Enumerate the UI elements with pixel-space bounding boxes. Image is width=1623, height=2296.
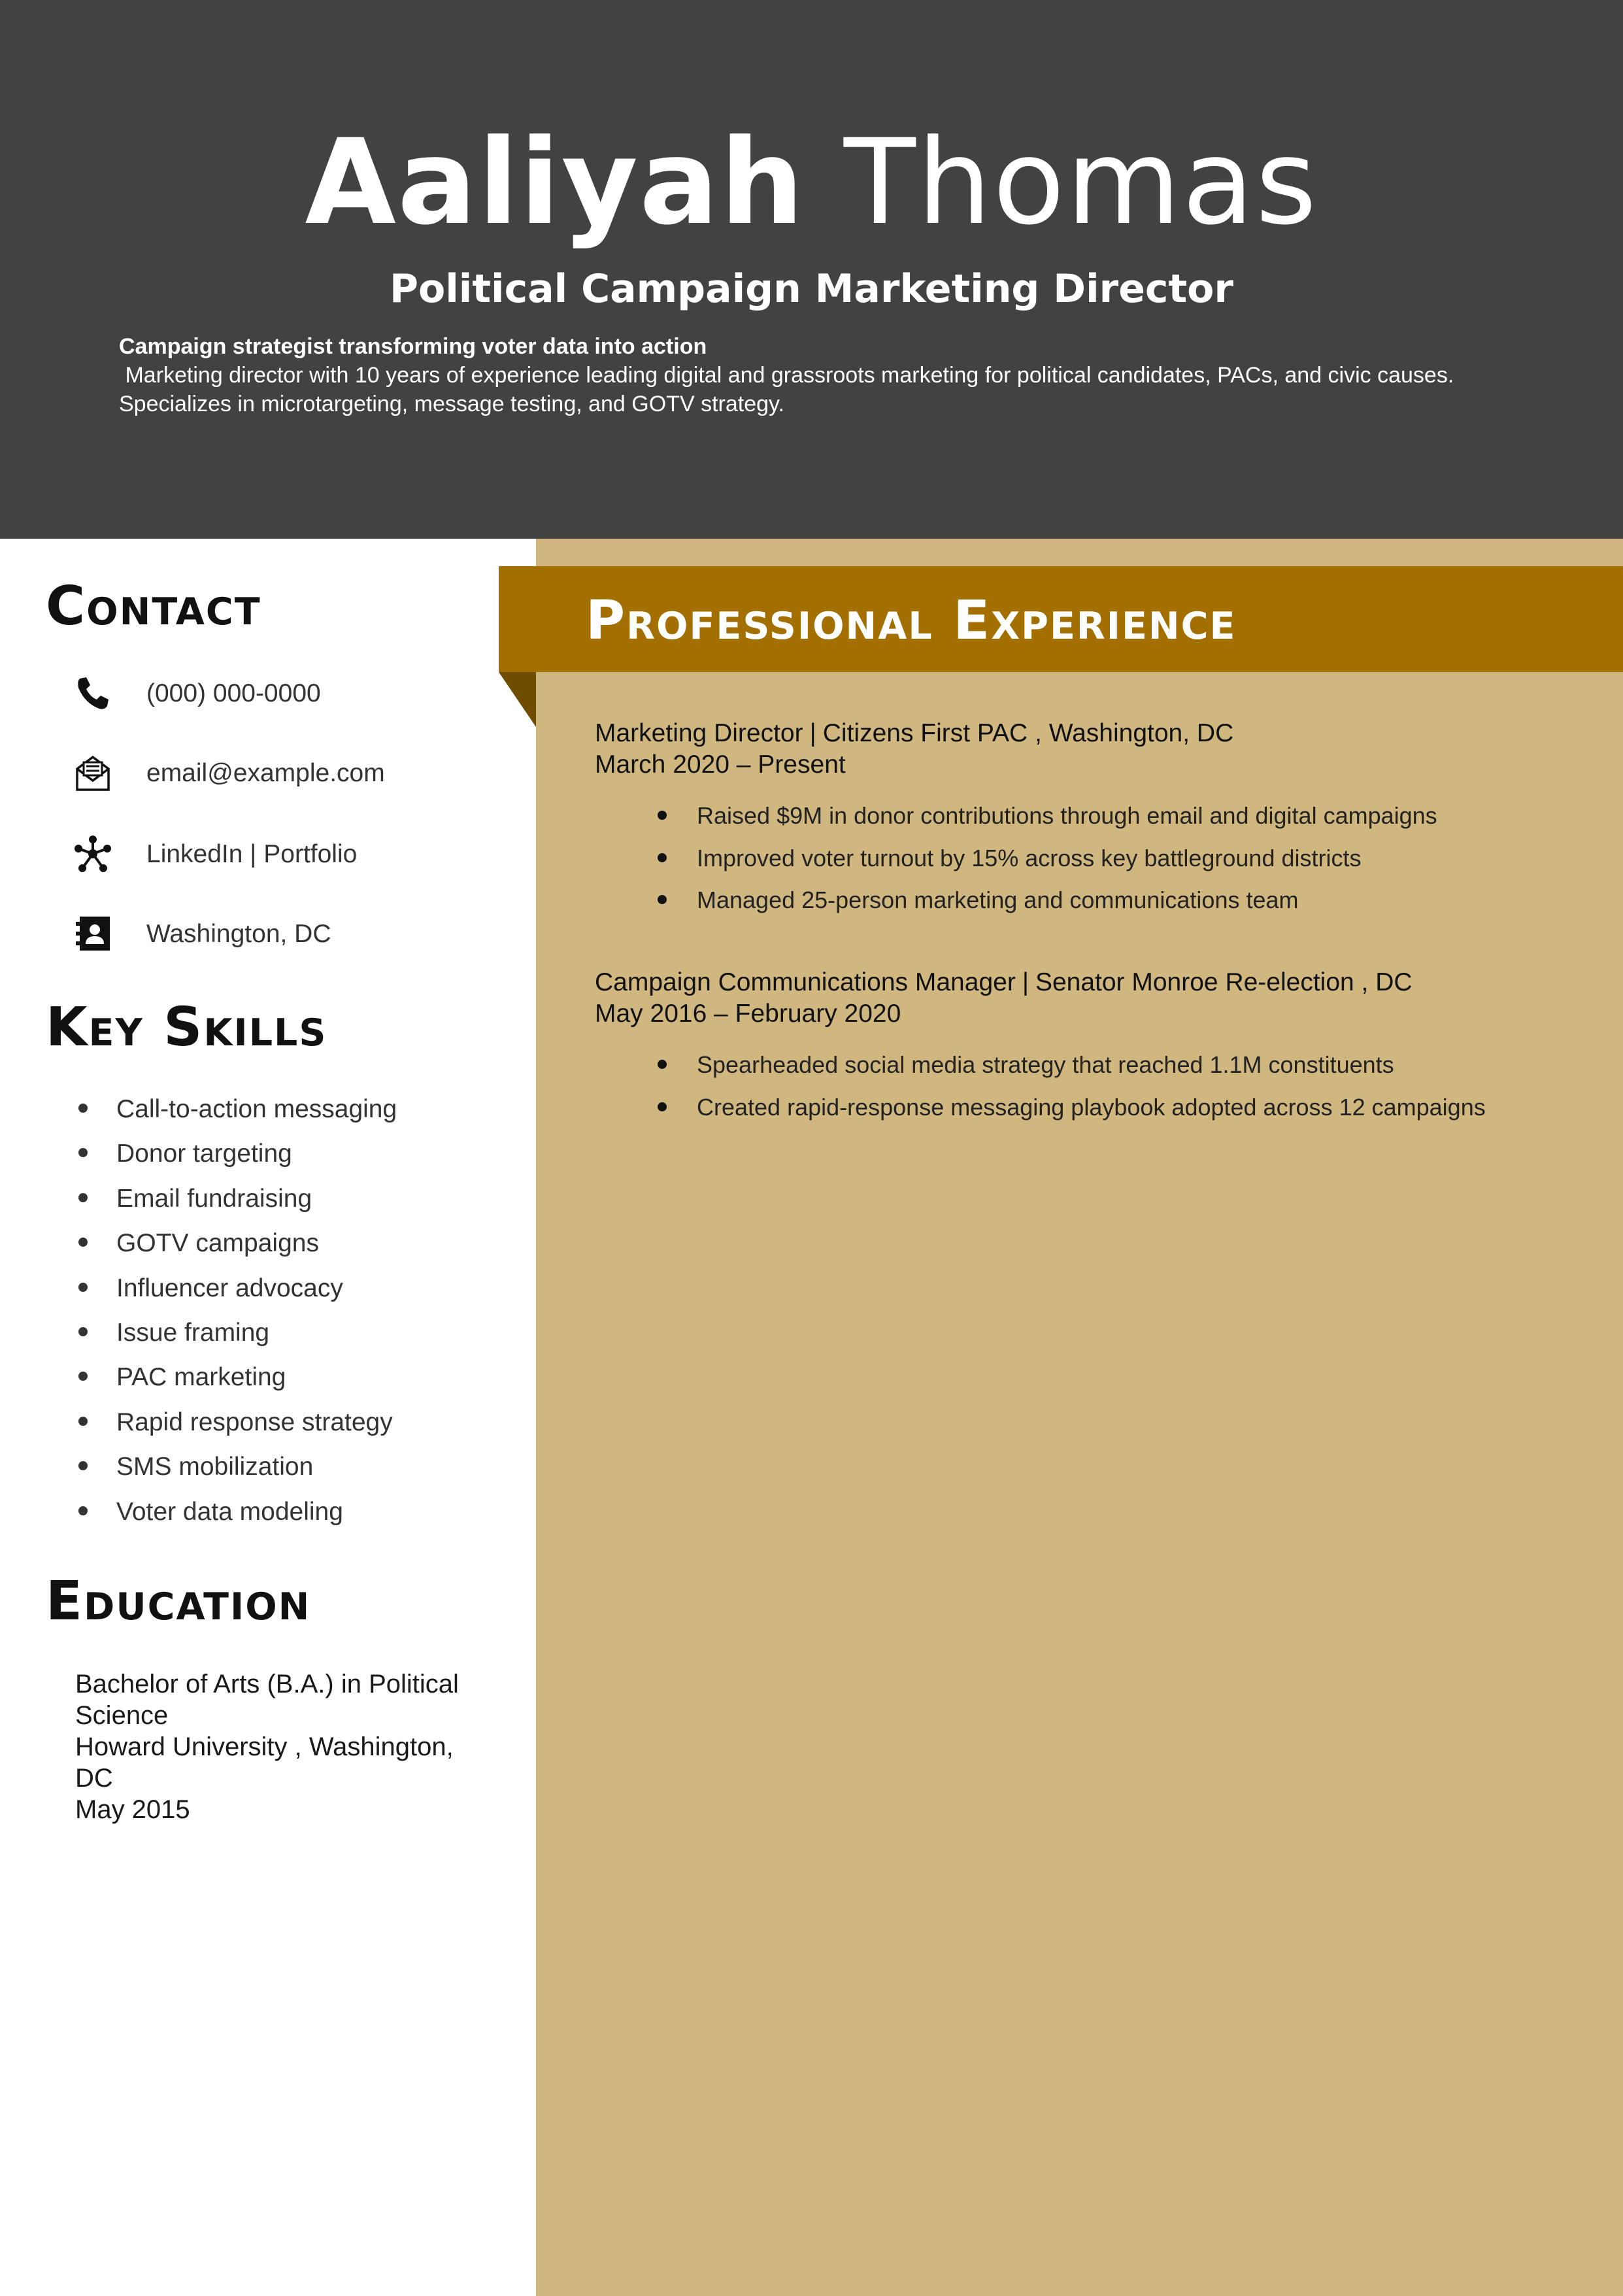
job-title: Marketing Director [595, 719, 803, 747]
bullet [78, 1372, 88, 1381]
bullet-text: Raised $9M in donor contributions through email and digital campaigns [697, 802, 1437, 829]
bullet [658, 1102, 667, 1111]
bullet-text: Spearheaded social media strategy that reached 1.1M constituents [697, 1051, 1394, 1078]
contact-phone [65, 667, 484, 719]
resume-header [0, 0, 1623, 539]
bullet [658, 1060, 667, 1069]
bullet [78, 1461, 88, 1470]
bullet-text: Created rapid-response messaging playbook adopted across 12 campaigns [697, 1093, 1486, 1121]
school-line-1: Howard University , Washington, [75, 1732, 454, 1761]
skill-label: Call-to-action messaging [116, 1095, 397, 1123]
summary-line-1: Marketing director with 10 years of experience leading digital and grassroots marketing for political candidates, PACs, and civic causes. [119, 363, 1454, 388]
skill-label: Issue framing [116, 1318, 270, 1347]
skill-label: Email fundraising [116, 1184, 312, 1213]
degree-line-2: Science [75, 1701, 169, 1730]
job-entry [595, 718, 1575, 913]
job-dates: May 2016 – February 2020 [595, 1000, 901, 1028]
first-name: Aaliyah [305, 114, 805, 251]
banner-fold [499, 672, 536, 727]
contact-location [65, 907, 484, 960]
skill-label: PAC marketing [116, 1363, 286, 1392]
contact-text: (000) 000-0000 [146, 679, 321, 707]
bullet-text: Managed 25-person marketing and communications team [697, 886, 1299, 913]
phone-icon [73, 673, 112, 713]
skill-label: GOTV campaigns [116, 1229, 319, 1258]
bullet [78, 1104, 88, 1113]
bullet [78, 1506, 88, 1515]
bullet [658, 895, 667, 904]
contact-card-icon [73, 914, 112, 953]
separator: | [809, 719, 816, 747]
job-dates: March 2020 – Present [595, 751, 846, 779]
school-line-2: DC [75, 1764, 113, 1793]
last-name: Thomas [843, 114, 1318, 251]
job-organization: Senator Monroe Re-election , DC [1035, 968, 1413, 996]
education-entry [75, 1668, 494, 1825]
skills-section-title: Key Skills [46, 996, 327, 1058]
separator: | [1022, 968, 1029, 996]
job-heading [595, 967, 1575, 998]
bullet [658, 811, 667, 820]
skill-label: Rapid response strategy [116, 1408, 393, 1436]
skill-label: Voter data modeling [116, 1497, 343, 1526]
job-entry [595, 967, 1575, 1121]
job-heading [595, 718, 1575, 749]
envelope-icon [73, 753, 112, 792]
bullet [78, 1148, 88, 1157]
contact-links[interactable] [65, 828, 484, 880]
bullet [78, 1193, 88, 1202]
degree-line-1: Bachelor of Arts (B.A.) in Political [75, 1670, 459, 1698]
contact-email[interactable] [65, 747, 484, 799]
summary-headline: Campaign strategist transforming voter data into action [119, 334, 707, 359]
bullet [78, 1283, 88, 1292]
bullet-text: Improved voter turnout by 15% across key battleground districts [697, 844, 1362, 871]
skill-label: Influencer advocacy [116, 1274, 343, 1302]
candidate-name [0, 111, 1623, 255]
job-title: Campaign Communications Manager [595, 968, 1016, 996]
bullet [78, 1417, 88, 1426]
bullet [78, 1238, 88, 1247]
graduation-date: May 2015 [75, 1795, 190, 1824]
skill-label: SMS mobilization [116, 1453, 314, 1481]
contact-text: Washington, DC [146, 920, 331, 948]
contact-text: LinkedIn | Portfolio [146, 840, 358, 868]
job-organization: Citizens First PAC , Washington, DC [822, 719, 1234, 747]
education-section-title: Education [46, 1570, 311, 1632]
contact-text: email@example.com [146, 759, 385, 787]
job-role-title: Political Campaign Marketing Director [390, 266, 1233, 312]
bullet [78, 1327, 88, 1336]
experience-section-title: Professional Experience [586, 590, 1237, 652]
summary-line-2: Specializes in microtargeting, message testing, and GOTV strategy. [119, 392, 784, 416]
bullet [658, 853, 667, 862]
contact-section-title: Contact [46, 575, 261, 637]
network-icon [73, 834, 112, 873]
skill-label: Donor targeting [116, 1140, 292, 1168]
profile-summary [119, 332, 1531, 418]
